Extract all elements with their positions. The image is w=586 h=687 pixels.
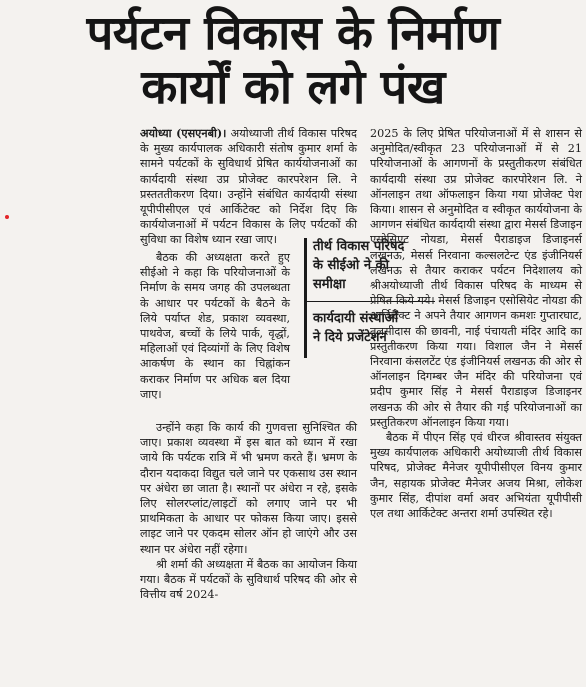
callout-line: तीर्थ विकास परिषद	[313, 239, 405, 254]
callout-line: के सीईओ ने की	[313, 258, 389, 273]
paragraph-1-text: अयोध्याजी तीर्थ विकास परिषद के मुख्य कार्यपालक अधिकारी संतोष कुमार शर्मा के सामने पर्यटकों के सुविधार्थ प्रेषित कार्ययोजनाओं का कार्यदायी संस्था उप्र प्रोजेक्ट कारपरेशन लि. ने प्रस्तततीकरण दिया। उन्होंने संबंधित कार्यदायी संस्था यूपीपीसीएल एवं आर्किटेक्ट को निर्देश दिए कि कार्ययोजनाओं में पर्यटन विकास के लिए पर्यटकों की सुविधा का विशेष ध्यान रखा जाए।	[140, 127, 357, 247]
dateline: अयोध्या (एसएनबी)।	[140, 126, 227, 140]
callout-line: ने दिये प्रजेंटेशन	[313, 330, 387, 345]
left-column-bottom	[140, 420, 357, 682]
callout-line: कार्यदायी संस्थाओं	[313, 311, 399, 326]
paragraph-4: श्री शर्मा की अध्यक्षता में बैठक का आयोजन किया गया। बैठक में पर्यटकों के सुविधार्थ परिषद की ओर से वित्तीय वर्ष 2024-	[140, 557, 357, 602]
left-column-mid	[140, 250, 290, 401]
right-column	[370, 126, 582, 681]
paragraph-right-2: बैठक में पीएन सिंह एवं धीरज श्रीवास्तव संयुक्त मुख्य कार्यपालक अधिकारी अयोध्याजी तीर्थ विकास परिषद, प्रोजेक्ट मैनेजर यूपीपीसीएल विनय कुमार जैन, सहायक प्रोजेक्ट मैनेजर अजय मिश्रा, लोकेश कुमार सिंह, दीपांश वर्मा अवर अभियंता यूपीपीसी एल तथा आर्किटेक्ट अन्तरा शर्मा उपस्थित रहे।	[370, 431, 582, 521]
paragraph-2: बैठक की अध्यक्षता करते हुए सीईओ ने कहा कि परियोजनाओं के निर्माण के समय जगह की उपलब्धता के आधार पर पर्यटकों के बैठने के लिये पर्याप्त शेड, प्रकाश व्यवस्था, पाथवेज, बच्चों के लिये पार्क, वृद्धों, महिलाओं एवं दिव्यांगों के लिए विशेष आकर्षण के स्थान का चिह्नांकन कराकर निर्माण पर अधिक बल दिया जाए।	[140, 251, 290, 401]
headline-line-1: पर्यटन विकास के निर्माण	[86, 6, 500, 61]
callout-line: समीक्षा	[313, 277, 346, 292]
margin-dot	[5, 215, 9, 219]
headline-line-2: कार्यों को लगे पंख	[141, 60, 445, 115]
paragraph-1	[140, 126, 357, 248]
paragraph-right-1: 2025 के लिए प्रेषित परियोजनाओं में से शासन से अनुमोदित/स्वीकृत 23 परियोजनाओं में से 21 परियोजनाओं के आगणनों के प्रस्तुतीकरण संबंधित कार्यदायी संस्था उप्र प्रोजेक्ट कारपोरेशन लि. ने ऑनलाइन तथा ऑफलाइन किया गया प्रोजेक्ट पेश किया। शासन से अनुमोदित व स्वीकृत कार्ययोजना के आगणन संबंधित कार्यदायी संस्था द्वारा मेसर्स डिजाइन एसोसिएट नोयडा, मेसर्स पैराडाइज डिजाइनर्स लखनऊ, मेसर्स निरवाना कल्सलटेन्ट एंड इंजीनियर्स लखनऊ से तैयार कराकर पर्यटन निदेशालय को श्रीअयोध्याजी तीर्थ विकास परिषद के माध्यम से प्रेषित किये गये। मेसर्स डिजाइन एसोसियेट नोयडा की आर्किटेक्ट ने अपने तैयार आगणन कमशः गुप्तारघाट, तुलसीदास की छावनी, नाई पंचायती मंदिर आदि का प्रस्तुतीकरण किया गया। विशाल जैन ने मेसर्स निरवाना कंसलटेंट एंड इंजीनियर्स लखनऊ की ओर से ऑनलाइन दिगम्बर जैन मंदिर की परियोजना एवं प्रदीप कुमार सिंह ने मेसर्स पैराडाइज डिजाइनर लखनऊ की ओर से तैयार की गई परियोजनाओं का प्रस्तुतिकरण ऑनलाइन किया गया।	[370, 127, 582, 429]
paragraph-3: उन्होंने कहा कि कार्य की गुणवत्ता सुनिश्चित की जाए। प्रकाश व्यवस्था में इस बात को ध्यान में रखा जाये कि पर्यटक रात्रि में भी भ्रमण करते हैं। भ्रमण के दौरान यदाकदा विद्युत चले जाने पर एकसाथ उस स्थान पर अंधेरा छा जाता है। स्थानों पर अंधेरा न रहे, इसके लिए सोलरप्लांट/लाइटों को लगाए जाने पर भी प्राथमिकता के आधार पर फोकस किया जाए। इससे लाइट जाने पर एकदम सोलर ऑन हो जाएंगे और उस स्थान पर अंधेरा नहीं रहेगा।	[140, 421, 357, 556]
